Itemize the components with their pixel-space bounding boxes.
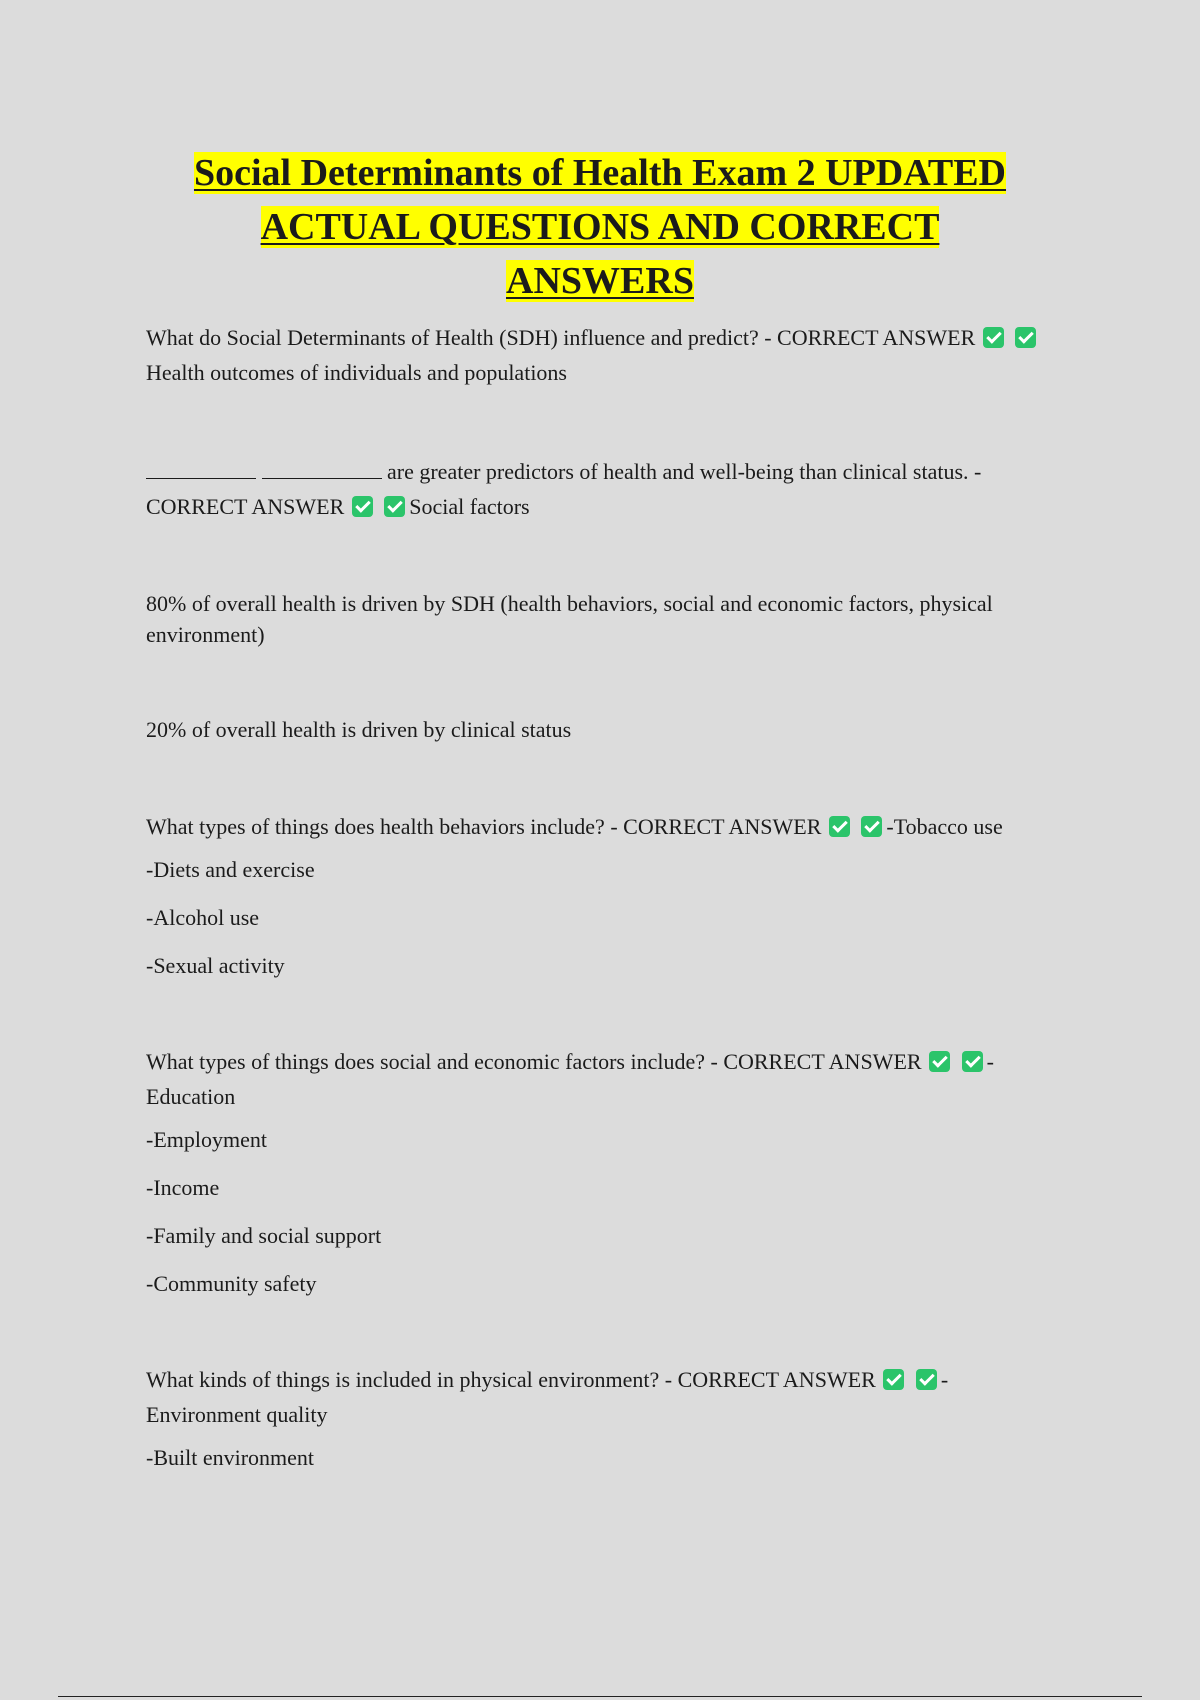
qa-block-4 bbox=[146, 1044, 1046, 1114]
qa-block-5 bbox=[146, 1362, 1046, 1432]
title-line-2: ACTUAL QUESTIONS AND CORRECT bbox=[260, 206, 940, 248]
answer-text: - Environment quality bbox=[146, 1367, 949, 1427]
check-mark-icon bbox=[929, 1051, 950, 1072]
check-mark-icon bbox=[861, 816, 882, 837]
note-paragraph: 20% of overall health is driven by clinical status bbox=[146, 717, 572, 742]
qa-block-2 bbox=[146, 454, 1046, 524]
document-title bbox=[100, 146, 1100, 308]
question-text: What do Social Determinants of Health (SDH) influence and predict? - CORRECT ANSWER bbox=[146, 325, 976, 350]
check-mark-icon bbox=[962, 1051, 983, 1072]
answer-text: -Tobacco use bbox=[886, 814, 1003, 839]
check-mark-icon bbox=[883, 1369, 904, 1390]
list-item: -Family and social support bbox=[146, 1223, 382, 1248]
list-item: -Community safety bbox=[146, 1271, 317, 1296]
question-text: What types of things does social and economic factors include? - CORRECT ANSWER bbox=[146, 1049, 922, 1074]
list-item: -Alcohol use bbox=[146, 905, 260, 930]
question-text: What types of things does health behaviors include? - CORRECT ANSWER bbox=[146, 814, 822, 839]
list-item: -Built environment bbox=[146, 1445, 315, 1470]
footer-divider bbox=[58, 1696, 1142, 1697]
qa-block-1 bbox=[146, 320, 1046, 390]
fill-in-blank bbox=[262, 459, 382, 479]
check-mark-icon bbox=[1015, 327, 1036, 348]
check-mark-icon bbox=[829, 816, 850, 837]
answer-text: Social factors bbox=[409, 494, 530, 519]
fill-in-blank bbox=[146, 459, 256, 479]
question-text: are greater predictors of health and well-being than clinical status. - CORRECT ANSWER bbox=[146, 459, 982, 519]
list-item: -Income bbox=[146, 1175, 220, 1200]
question-text: What kinds of things is included in physical environment? - CORRECT ANSWER bbox=[146, 1367, 876, 1392]
check-mark-icon bbox=[352, 496, 373, 517]
list-item: -Employment bbox=[146, 1127, 267, 1152]
title-line-1: Social Determinants of Health Exam 2 UPDATED bbox=[193, 152, 1006, 194]
document-body bbox=[146, 320, 1046, 1470]
check-mark-icon bbox=[983, 327, 1004, 348]
note-paragraph: 80% of overall health is driven by SDH (health behaviors, social and economic factors, physical environment) bbox=[146, 591, 993, 647]
list-item: -Diets and exercise bbox=[146, 857, 315, 882]
list-item: -Sexual activity bbox=[146, 953, 285, 978]
title-line-3: ANSWERS bbox=[506, 260, 694, 302]
check-mark-icon bbox=[916, 1369, 937, 1390]
check-mark-icon bbox=[384, 496, 405, 517]
answer-text: -Education bbox=[146, 1049, 994, 1109]
qa-block-3 bbox=[146, 809, 1046, 844]
answer-text: Health outcomes of individuals and populations bbox=[146, 360, 567, 385]
